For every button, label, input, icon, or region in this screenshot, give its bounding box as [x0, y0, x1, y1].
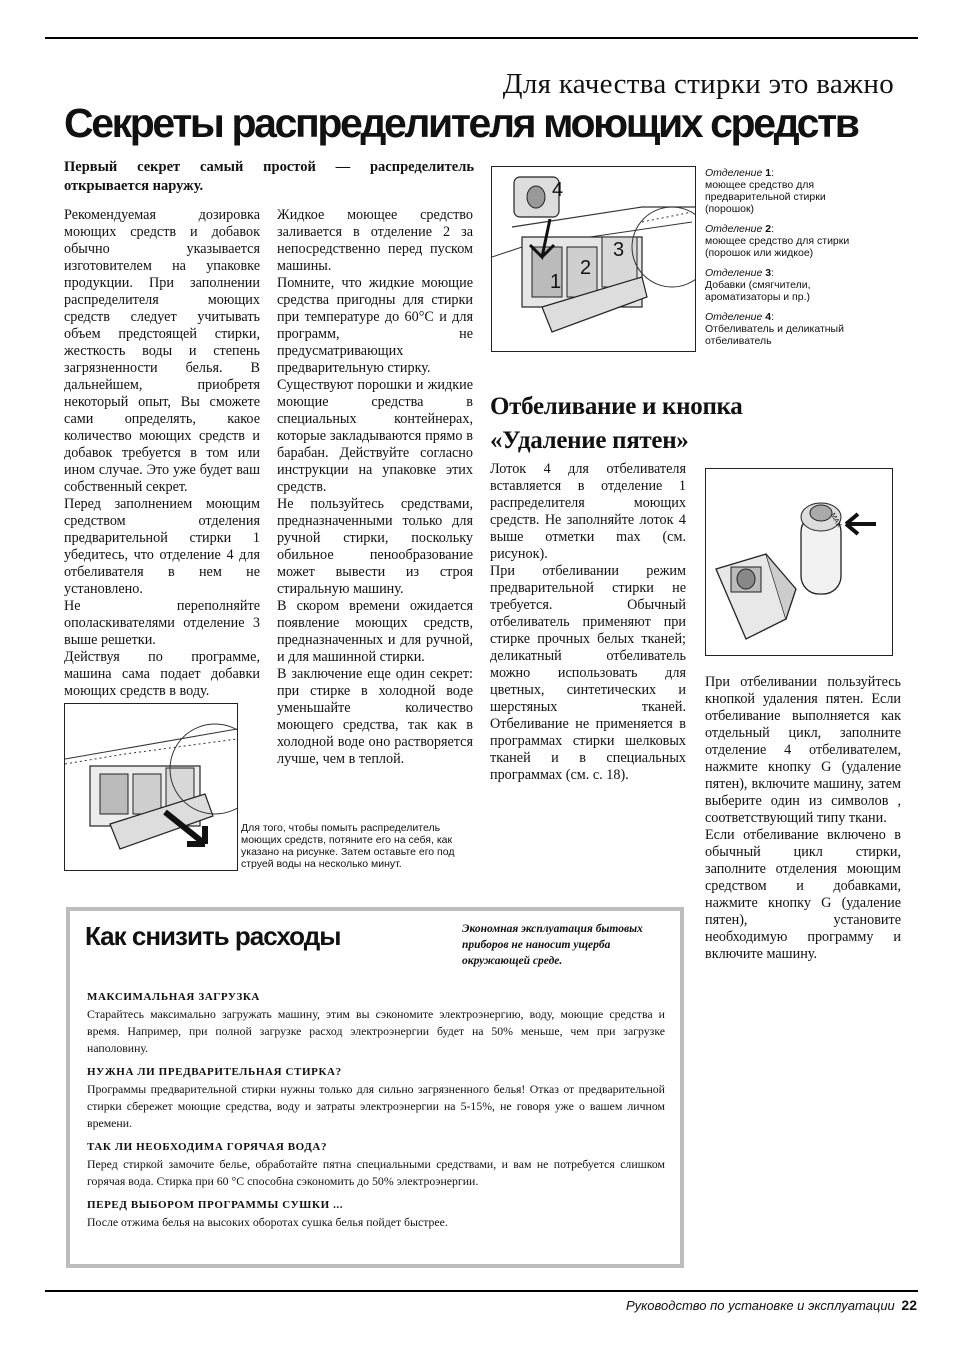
page-title: Секреты распределителя моющих средств [64, 100, 858, 146]
legend-italic: Отделение [705, 167, 763, 179]
col2-paragraph: Помните, что жидкие моющие средства пригодны для стирки при температуре до 60°C и для программ, не предусматривающих предварительную стирку. [277, 275, 473, 376]
bleach-paragraph: Лоток 4 для отбеливателя вставляется в отделение 1 распределителя моющих средств. Не заполняйте лоток 4 выше отметки max (см. рисунок). [490, 461, 686, 562]
bleach-paragraph: При отбеливании режим предварительной стирки не требуется. Обычный отбеливатель применяют при стирке прочных белых тканей; деликатный отбеливатель можно использовать для цветных, синтетических и шерстяных тканей. Отбеливание не применяется в программах стирки шелковых тканей и в специальных программах (см. с. 18). [490, 563, 686, 783]
costs-section-text: После отжима белья на высоких оборотах сушка белья пойдет быстрее. [87, 1215, 448, 1229]
legend-item: Отделение 2: моющее средство для стирки (порошок или жидкое) [705, 223, 850, 259]
legend-item: Отделение 4: Отбеливатель и деликатный отбеливатель [705, 311, 844, 347]
dispenser-figure [491, 166, 696, 352]
bleach-heading-line1: Отбеливание и кнопка [490, 393, 743, 420]
max-mark-label: MAX [828, 512, 843, 529]
legend-italic: Отделение [705, 311, 763, 323]
costs-section [87, 1064, 665, 1132]
compartment-label-1: 1 [550, 271, 562, 293]
compartment-label-2: 2 [580, 257, 592, 279]
footer [626, 1297, 917, 1313]
page-number: 22 [901, 1297, 917, 1313]
col2-paragraph: Не пользуйтесь средствами, предназначенными только для ручной стирки, поскольку обильное пенообразование может вывести из строя стиральную машину. [277, 496, 473, 597]
legend-text: Добавки (смягчители, ароматизаторы и пр.) [705, 279, 811, 303]
costs-section-heading: ПЕРЕД ВЫБОРОМ ПРОГРАММЫ СУШКИ ... [87, 1199, 344, 1211]
legend-text: моющее средство для предварительной стирки (порошок) [705, 179, 826, 215]
col1-paragraph: Не переполняйте ополаскивателями отделение 3 выше решетки. [64, 598, 260, 648]
bottom-rule [45, 1290, 918, 1292]
costs-section [87, 1197, 665, 1231]
col1-paragraph: Действуя по программе, машина сама подает добавки моющих средств в воду. [64, 649, 260, 699]
col2-text [277, 207, 473, 768]
col2-paragraph: Существуют порошки и жидкие моющие средства в специальных контейнерах, которые закладываются прямо в барабан. Действуйте согласно инструкции на упаковке этих средств. [277, 377, 473, 495]
legend-text: моющее средство для стирки (порошок или жидкое) [705, 235, 850, 259]
legend-italic: Отделение [705, 223, 763, 235]
drawer-figure [64, 703, 238, 871]
dispenser-drawing [492, 167, 695, 351]
costs-section-text: Перед стиркой замочите белье, обработайте пятна специальными средствами, и вам не потребуется слишком горячая вода. Стирка при 60 °С способна сэкономить до 50% электроэнергии. [87, 1157, 665, 1188]
costs-motto: Экономная эксплуатация бытовых приборов не наносит ущерба окружающей среде. [462, 923, 643, 967]
legend-item: Отделение 3: Добавки (смягчители, ароматизаторы и пр.) [705, 267, 811, 303]
costs-box [66, 907, 684, 1268]
compartment-label-4: 4 [552, 179, 564, 201]
intro-lead: Первый секрет самый простой — распределитель открывается наружу. [64, 159, 474, 194]
costs-section-heading: ТАК ЛИ НЕОБХОДИМА ГОРЯЧАЯ ВОДА? [87, 1141, 328, 1153]
bleach-heading [490, 390, 742, 458]
bleach-right-paragraph: Если отбеливание включено в обычный цикл стирки, заполните отделения моющим средством и добавками, нажмите кнопку G (удаление пятен), установите необходимую программу и включите машину. [705, 827, 901, 962]
footer-text: Руководство по установке и эксплуатации [626, 1298, 895, 1313]
legend-italic: Отделение [705, 267, 763, 279]
costs-title: Как снизить расходы [85, 921, 341, 951]
bleach-cup-figure [705, 468, 893, 656]
costs-section-heading: НУЖНА ЛИ ПРЕДВАРИТЕЛЬНАЯ СТИРКА? [87, 1066, 342, 1078]
col1-paragraph: Рекомендуемая дозировка моющих средств и добавок обычно указывается изготовителем на упаковке продукции. При заполнении распределителя моющих средств следует учитывать объем предстоящей стирки, жесткость воды и степень загрязненности белья. В дальнейшем, приобретя некоторый опыт, Вы сможете сами определять, какое количество моющих средств и добавок требуется в том или ином случае. Это уже будет ваш собственный секрет. [64, 207, 260, 495]
bleach-heading-line2: «Удаление пятен» [490, 427, 689, 454]
bleach-cup-drawing [706, 469, 892, 655]
costs-section [87, 1139, 665, 1190]
drawer-drawing [65, 704, 237, 870]
top-rule [45, 37, 918, 39]
col1-text [64, 207, 260, 700]
col2-paragraph: В заключение еще один секрет: при стирке в холодной воде уменьшайте количество моющего средства, так как в холодной воде оно растворяется лучше, чем в теплой. [277, 666, 473, 767]
legend-item: Отделение 1: моющее средство для предварительной стирки (порошок) [705, 167, 826, 215]
costs-section-text: Программы предварительной стирки нужны только для сильно загрязненного белья! Отказ от предварительной стирки сбережет моющие средства, воду и затраты электроэнергии на 5-15%, не говоря уже о вашем личном времени. [87, 1082, 665, 1130]
legend-num: 3 [765, 267, 772, 279]
bleach-col-left [490, 461, 686, 784]
compartment-legend [705, 167, 875, 347]
drawer-caption: Для того, чтобы помыть распределитель моющих средств, потяните его на себя, как указано на рисунке. Затем оставьте его под струей воды на несколько минут. [241, 822, 455, 870]
section-kicker: Для качества стирки это важно [502, 68, 894, 100]
costs-section-heading: МАКСИМАЛЬНАЯ ЗАГРУЗКА [87, 991, 260, 1003]
costs-section-text: Старайтесь максимально загружать машину, этим вы сэкономите электроэнергию, воду, моющие средства и время. Например, при полной загрузке расход электроэнергии будет на 50% меньше, чем при загрузке наполовину. [87, 1007, 665, 1055]
legend-num: 1 [765, 167, 772, 179]
compartment-label-3: 3 [613, 239, 625, 261]
costs-sections [87, 989, 665, 1231]
col1-paragraph: Перед заполнением моющим средством отделения предварительной стирки 1 убедитесь, что отделение 4 для отбеливателя в нем не установлено. [64, 496, 260, 597]
bleach-right-paragraph: При отбеливании пользуйтесь кнопкой удаления пятен. Если отбеливание выполняется как отдельный цикл, заполните отделение 4 отбеливателем, нажмите кнопку G (удаление пятен), включите машину, затем выберите один из символов , соответствующий типу ткани. [705, 674, 901, 826]
legend-num: 4 [765, 311, 772, 323]
bleach-col-right [705, 674, 901, 963]
legend-num: 2 [765, 223, 772, 235]
legend-text: Отбеливатель и деликатный отбеливатель [705, 323, 844, 347]
col2-paragraph: В скором времени ожидается появление моющих средств, предназначенных и для ручной, и для машинной стирки. [277, 598, 473, 665]
col2-paragraph: Жидкое моющее средство заливается в отделение 2 за непосредственно перед пуском машины. [277, 207, 473, 274]
costs-section [87, 989, 665, 1057]
